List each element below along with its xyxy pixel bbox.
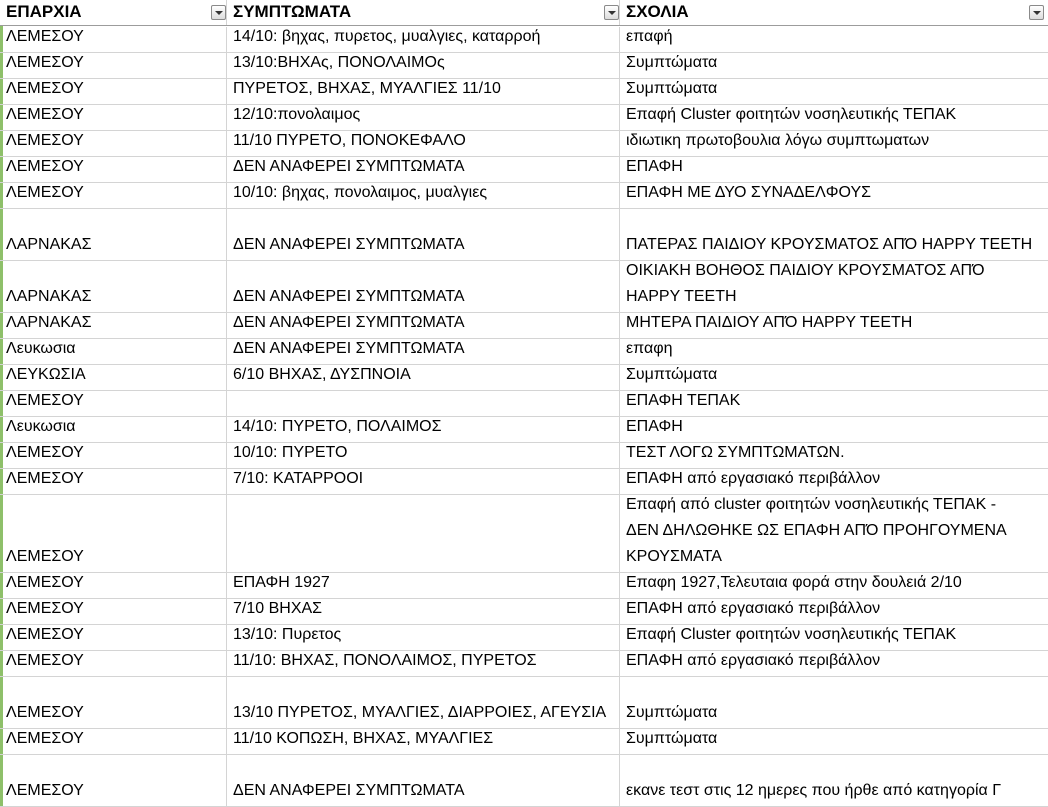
cell-symptomata[interactable]: 11/10: ΒΗΧΑΣ, ΠΟΝΟΛΑΙΜΟΣ, ΠΥΡΕΤΟΣ [227,651,620,676]
table-row [0,677,1048,729]
cell-scholia[interactable] [620,417,1048,442]
cell-text-line: ΟΙΚΙΑΚΗ ΒΟΗΘΟΣ ΠΑΙΔΙΟΥ ΚΡΟΥΣΜΑΤΟΣ ΑΠΌ [626,262,985,279]
cell-text-line: HAPPY TEETH [626,288,737,305]
cell-scholia[interactable] [620,53,1048,78]
table-row [0,27,1048,53]
cell-scholia[interactable] [620,79,1048,104]
cell-scholia[interactable] [620,131,1048,156]
cell-eparchia[interactable]: ΛΕΜΕΣΟΥ [0,157,227,182]
cell-symptomata[interactable]: 11/10 ΠΥΡΕΤΟ, ΠΟΝΟΚΕΦΑΛΟ [227,131,620,156]
table-row [0,157,1048,183]
table-row [0,443,1048,469]
cell-symptomata[interactable]: 6/10 ΒΗΧΑΣ, ΔΥΣΠΝΟΙΑ [227,365,620,390]
cell-symptomata[interactable]: 7/10: ΚΑΤΑΡΡΟΟΙ [227,469,620,494]
cell-eparchia[interactable]: ΛΕΜΕΣΟΥ [0,131,227,156]
table-row [0,651,1048,677]
filter-dropdown-icon[interactable] [604,5,619,20]
cell-symptomata[interactable]: 14/10: ΠΥΡΕΤΟ, ΠΟΛΑΙΜΟΣ [227,417,620,442]
cell-symptomata[interactable]: ΔΕΝ ΑΝΑΦΕΡΕΙ ΣΥΜΠΤΩΜΑΤΑ [227,755,620,806]
cell-symptomata[interactable]: 12/10:πονολαιμος [227,105,620,130]
cell-text-line: ΔΕΝ ΔΗΛΩΘΗΚΕ ΩΣ ΕΠΑΦΗ ΑΠΌ ΠΡΟΗΓΟΥΜΕΝΑ [626,522,1007,539]
cell-text-line: εκανε τεστ στις 12 ημερες που ήρθε από κατηγορία Γ [626,782,1001,799]
table-row [0,495,1048,573]
cell-symptomata[interactable]: ΔΕΝ ΑΝΑΦΕΡΕΙ ΣΥΜΠΤΩΜΑΤΑ [227,157,620,182]
cell-eparchia[interactable]: ΛΕΜΕΣΟΥ [0,729,227,754]
cell-text-line: ΕΠΑΦΗ από εργασιακό περιβάλλον [626,600,881,617]
header-label: ΕΠΑΡΧΙΑ [6,1,82,21]
cell-scholia[interactable] [620,209,1048,260]
cell-scholia[interactable] [620,27,1048,52]
cell-symptomata[interactable]: ΔΕΝ ΑΝΑΦΕΡΕΙ ΣΥΜΠΤΩΜΑΤΑ [227,313,620,338]
header-cell-scholia[interactable] [620,0,1048,25]
cell-eparchia[interactable]: ΛΕΜΕΣΟΥ [0,79,227,104]
table-row [0,469,1048,495]
cell-symptomata[interactable] [227,391,620,416]
cell-scholia[interactable] [620,443,1048,468]
cell-symptomata[interactable]: ΠΥΡΕΤΟΣ, ΒΗΧΑΣ, ΜΥΑΛΓΙΕΣ 11/10 [227,79,620,104]
header-label: ΣΥΜΠΤΩΜΑΤΑ [233,1,352,21]
cell-symptomata[interactable]: ΔΕΝ ΑΝΑΦΕΡΕΙ ΣΥΜΠΤΩΜΑΤΑ [227,209,620,260]
cell-scholia[interactable] [620,105,1048,130]
header-row [0,0,1048,26]
table-row [0,573,1048,599]
table-row [0,339,1048,365]
cell-symptomata[interactable]: 11/10 ΚΟΠΩΣΗ, ΒΗΧΑΣ, ΜΥΑΛΓΙΕΣ [227,729,620,754]
cell-symptomata[interactable]: ΔΕΝ ΑΝΑΦΕΡΕΙ ΣΥΜΠΤΩΜΑΤΑ [227,261,620,312]
table-row [0,131,1048,157]
cell-eparchia[interactable]: ΛΕΜΕΣΟΥ [0,599,227,624]
cell-text-line: Συμπτώματα [626,80,718,97]
cell-text-line: ΠΑΤΕΡΑΣ ΠΑΙΔΙΟΥ ΚΡΟΥΣΜΑΤΟΣ ΑΠΌ HAPPY TEETH [626,236,1033,253]
table-row [0,755,1048,807]
cell-text-line: ΕΠΑΦΗ ΜΕ ΔΥΟ ΣΥΝΑΔΕΛΦΟΥΣ [626,184,872,201]
cell-scholia[interactable] [620,313,1048,338]
table-row [0,313,1048,339]
cell-eparchia[interactable]: ΛΕΜΕΣΟΥ [0,677,227,728]
cell-eparchia[interactable]: ΛΕΜΕΣΟΥ [0,27,227,52]
cell-scholia[interactable] [620,651,1048,676]
cell-symptomata[interactable]: 13/10 ΠΥΡΕΤΟΣ, ΜΥΑΛΓΙΕΣ, ΔΙΑΡΡΟΙΕΣ, ΑΓΕΥΣΙΑ [227,677,620,728]
cell-text-line: επαφη [626,340,673,357]
cell-scholia[interactable] [620,339,1048,364]
filter-dropdown-icon[interactable] [211,5,226,20]
table-row [0,625,1048,651]
table-row [0,729,1048,755]
cell-scholia[interactable] [620,365,1048,390]
cell-text-line: Επαφη 1927,Τελευταια φορά στην δουλειά 2/10 [626,574,962,591]
cell-eparchia[interactable]: ΛΕΜΕΣΟΥ [0,495,227,572]
cell-text-line: Συμπτώματα [626,730,718,747]
cell-scholia[interactable] [620,755,1048,806]
cell-eparchia[interactable]: ΛΕΜΕΣΟΥ [0,443,227,468]
cell-eparchia[interactable]: ΛΕΥΚΩΣΙΑ [0,365,227,390]
cell-text-line: Συμπτώματα [626,54,718,71]
cell-eparchia[interactable]: ΛΕΜΕΣΟΥ [0,573,227,598]
table-row [0,599,1048,625]
cell-eparchia[interactable]: ΛΕΜΕΣΟΥ [0,391,227,416]
cell-symptomata[interactable]: ΕΠΑΦΗ 1927 [227,573,620,598]
cell-scholia[interactable] [620,261,1048,312]
cell-eparchia[interactable]: ΛΕΜΕΣΟΥ [0,53,227,78]
cell-scholia[interactable] [620,677,1048,728]
cell-eparchia[interactable]: Λευκωσια [0,417,227,442]
cell-scholia[interactable] [620,469,1048,494]
cell-symptomata[interactable]: ΔΕΝ ΑΝΑΦΕΡΕΙ ΣΥΜΠΤΩΜΑΤΑ [227,339,620,364]
cell-text-line: Επαφή από cluster φοιτητών νοσηλευτικής ΤΕΠΑΚ - [626,496,997,513]
table-row [0,391,1048,417]
cell-scholia[interactable] [620,391,1048,416]
cell-text-line: ιδιωτικη πρωτοβουλια λόγω συμπτωματων [626,132,930,149]
cell-text-line: Συμπτώματα [626,366,718,383]
cell-eparchia[interactable]: ΛΑΡΝΑΚΑΣ [0,261,227,312]
cell-scholia[interactable] [620,157,1048,182]
cell-eparchia[interactable]: ΛΕΜΕΣΟΥ [0,469,227,494]
table-row [0,209,1048,261]
cell-eparchia[interactable]: ΛΕΜΕΣΟΥ [0,625,227,650]
header-cell-symptomata[interactable] [227,0,620,25]
cell-text-line: ΕΠΑΦΗ από εργασιακό περιβάλλον [626,652,881,669]
table-row [0,417,1048,443]
cell-scholia[interactable] [620,729,1048,754]
cell-text-line: ΚΡΟΥΣΜΑΤΑ [626,548,722,565]
cell-symptomata[interactable] [227,495,620,572]
cell-text-line: Επαφή Cluster φοιτητών νοσηλευτικής ΤΕΠΑΚ [626,626,957,643]
cell-text-line: ΤΕΣΤ ΛΟΓΩ ΣΥΜΠΤΩΜΑΤΩΝ. [626,444,845,461]
cell-symptomata[interactable]: 7/10 ΒΗΧΑΣ [227,599,620,624]
table-row [0,79,1048,105]
cell-eparchia[interactable]: ΛΑΡΝΑΚΑΣ [0,209,227,260]
header-label: ΣΧΟΛΙΑ [626,1,689,21]
cell-scholia[interactable] [620,625,1048,650]
cell-scholia[interactable] [620,599,1048,624]
cell-text-line: επαφή [626,28,673,45]
table-row [0,105,1048,131]
cell-text-line: Συμπτώματα [626,704,718,721]
cell-eparchia[interactable]: ΛΕΜΕΣΟΥ [0,651,227,676]
cell-symptomata[interactable]: 14/10: βηχας, πυρετος, μυαλγιες, καταρροή [227,27,620,52]
cell-symptomata[interactable]: 13/10:ΒΗΧΑς, ΠΟΝΟΛΑΙΜΟς [227,53,620,78]
cell-text-line: Επαφή Cluster φοιτητών νοσηλευτικής ΤΕΠΑΚ [626,106,957,123]
cell-eparchia[interactable]: ΛΕΜΕΣΟΥ [0,105,227,130]
cell-symptomata[interactable]: 13/10: Πυρετος [227,625,620,650]
cell-scholia[interactable] [620,573,1048,598]
cell-eparchia[interactable]: ΛΑΡΝΑΚΑΣ [0,313,227,338]
cell-eparchia[interactable]: ΛΕΜΕΣΟΥ [0,755,227,806]
filter-dropdown-icon[interactable] [1029,5,1044,20]
table-row [0,183,1048,209]
cell-text-line: ΕΠΑΦΗ [626,418,683,435]
cell-text-line: ΜΗΤΕΡΑ ΠΑΙΔΙΟΥ ΑΠΌ HAPPY TEETH [626,314,913,331]
table-row [0,365,1048,391]
cell-scholia[interactable] [620,183,1048,208]
cell-symptomata[interactable]: 10/10: ΠΥΡΕΤΟ [227,443,620,468]
cell-eparchia[interactable]: Λευκωσια [0,339,227,364]
cell-eparchia[interactable]: ΛΕΜΕΣΟΥ [0,183,227,208]
cell-text-line: ΕΠΑΦΗ [626,158,683,175]
header-cell-eparchia[interactable] [0,0,227,25]
table-row [0,53,1048,79]
table-row [0,261,1048,313]
cell-scholia[interactable] [620,495,1048,572]
cell-text-line: ΕΠΑΦΗ ΤΕΠΑΚ [626,392,741,409]
cell-symptomata[interactable]: 10/10: βηχας, πονολαιμος, μυαλγιες [227,183,620,208]
cell-text-line: ΕΠΑΦΗ από εργασιακό περιβάλλον [626,470,881,487]
